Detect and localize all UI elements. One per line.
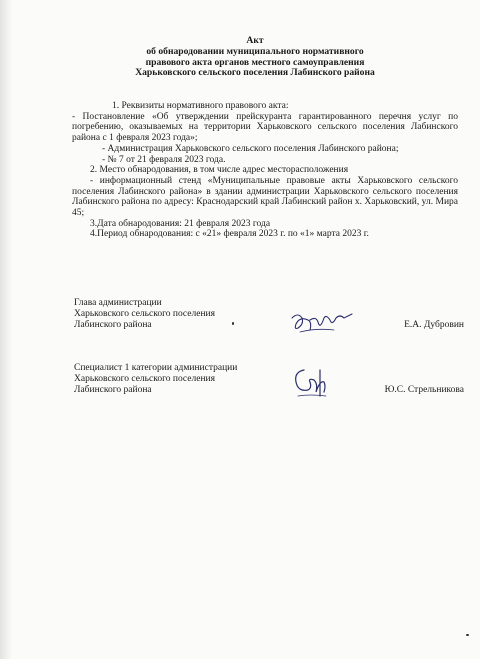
signature-block-specialist: [74, 363, 464, 395]
signature-line-last: [74, 320, 464, 331]
signature-line: Глава администрации: [74, 298, 162, 308]
document-body: [72, 101, 458, 240]
scan-speck: [232, 322, 234, 325]
document-header: [60, 36, 450, 79]
section-2-heading: 2. Место обнародования, в том числе адрес месторасположения: [90, 165, 349, 176]
signer-name: Е.А. Дубровин: [404, 319, 464, 330]
act-number-date: - № 7 от 21 февраля 2023 года.: [102, 154, 226, 165]
signer-name: Ю.С. Стрельникова: [384, 384, 464, 395]
issuing-authority-paragraph: - Администрация Харьковского сельского поселения Лабинского района;: [102, 143, 399, 154]
signature-line: Харьковского сельского поселения: [74, 308, 215, 319]
scan-edge-shadow: [0, 0, 12, 659]
signature-line-last: [74, 385, 464, 396]
signature-block-head: [74, 298, 464, 330]
header-line-3: правового акта органов местного самоуправления: [145, 56, 365, 68]
signature-line: Специалист 1 категории администрации: [74, 363, 238, 373]
signature-line-text: Лабинского района: [74, 384, 152, 395]
scan-speck: [466, 634, 469, 636]
header-line-2: об обнародовании муниципального нормативного: [146, 45, 364, 57]
document-title: Акт: [246, 35, 264, 46]
section-3-date: 3.Дата обнародования: 21 февраля 2023 года: [90, 218, 271, 229]
act-title-paragraph: - Постановление «Об утверждении прейскуранта гарантированного перечня услуг по погребению, оказываемых на территории Харьковского сельского поселения Лабинского района с 1 февраля 2023 года»;: [72, 111, 458, 144]
section-1-heading: 1. Реквизиты нормативного правового акта:: [112, 101, 289, 111]
signature-line: Харьковского сельского поселения: [74, 373, 215, 384]
header-line-4: Харьковского сельского поселения Лабинского района: [135, 67, 375, 79]
signature-line-text: Лабинского района: [74, 319, 152, 330]
publication-place-paragraph: - информационный стенд «Муниципальные правовые акты Харьковского сельского поселения Лабинского района» в здании администрации Харьковского сельского поселения Лабинского района по адресу: Краснодарский край Лабинский район х. Харьковский, ул. Мира 45;: [72, 175, 458, 219]
section-4-period: 4.Период обнародования: с «21» февраля 2023 г. по «1» марта 2023 г.: [90, 229, 369, 240]
